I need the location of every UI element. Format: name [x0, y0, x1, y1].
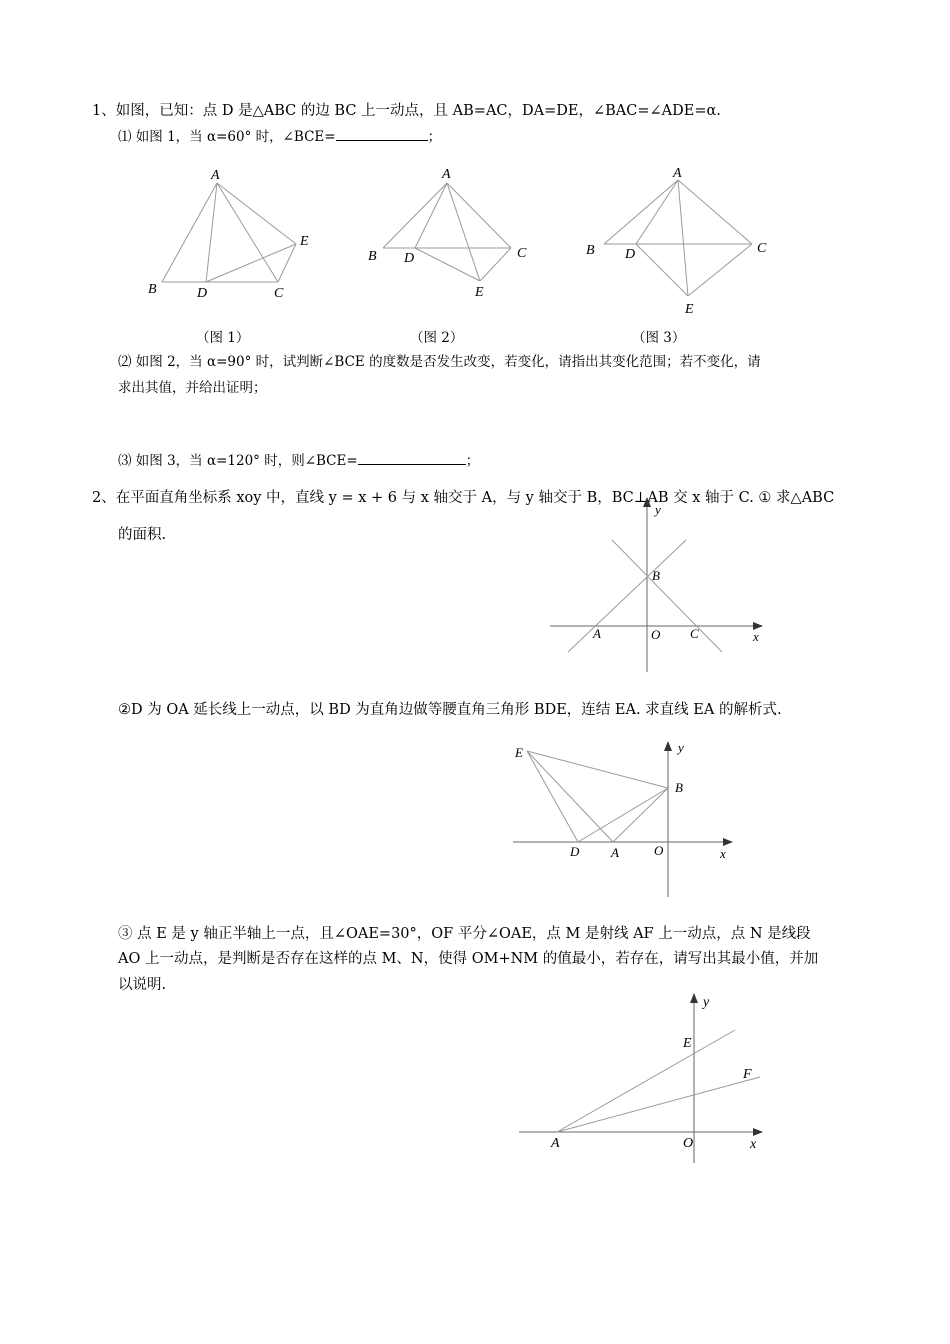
fig3-label-d: D: [625, 247, 636, 262]
fig3-caption: （图 3）: [632, 330, 686, 346]
fig1-caption: （图 1）: [196, 330, 250, 346]
fig6-label-f: F: [743, 1067, 752, 1082]
fig2-segment-ce: [480, 248, 511, 281]
fig1-segment-ac: [217, 183, 278, 282]
fig1-label-b: B: [148, 282, 157, 297]
fig1-segment-ae: [217, 183, 296, 244]
fig2-label-e: E: [475, 285, 484, 300]
fig4-label-o: O: [651, 627, 661, 642]
fig1-segment-de: [206, 244, 296, 282]
fig2-segment-ad: [415, 183, 447, 248]
q1-part2-line1: ⑵ 如图 2，当 α=90° 时，试判断∠BCE 的度数是否发生改变，若变化，请指出其变化范围；若不变化，请: [118, 354, 761, 370]
q1-part1-end: ；: [427, 129, 442, 145]
fig2-label-d: D: [404, 251, 415, 266]
fig2-segment-ab: [383, 183, 447, 248]
fig1-label-d: D: [197, 286, 208, 301]
fig2-label-b: B: [368, 249, 377, 264]
fig3-label-b: B: [586, 243, 595, 258]
fig4-label-y: y: [655, 502, 661, 517]
fig1-segment-ab: [162, 183, 217, 282]
fig6-ray-af: [557, 1077, 760, 1132]
q2-stem-line2: 的面积.: [118, 527, 167, 543]
fig4-label-b: B: [652, 568, 660, 583]
q1-part3-end: ；: [465, 453, 480, 469]
fig3-segment-de: [636, 244, 688, 296]
figure-2: [368, 167, 527, 300]
fig5-segment-eb: [527, 751, 668, 788]
fig5-segment-db: [578, 788, 668, 842]
fig4-label-x: x: [753, 629, 759, 644]
fig5-label-y: y: [678, 740, 684, 755]
fig1-label-e: E: [300, 234, 309, 249]
fig5-label-x: x: [720, 846, 726, 861]
q1-stem: 1、如图，已知：点 D 是△ABC 的边 BC 上一动点，且 AB=AC，DA=DE，∠BAC=∠ADE=α.: [92, 103, 721, 119]
q2-part3-line2: AO 上一动点，是判断是否存在这样的点 M、N，使得 OM+NM 的值最小，若存在，请写出其最小值，并加: [118, 951, 819, 967]
fig4-label-a: A: [593, 626, 601, 641]
fig3-segment-ac: [678, 180, 752, 244]
fig6-label-x: x: [750, 1137, 757, 1152]
fig1-segment-ad: [206, 183, 217, 282]
figure-1: [148, 168, 309, 301]
fig3-label-c: C: [757, 241, 767, 256]
q1-part1-text: ⑴ 如图 1，当 α=60° 时，∠BCE=: [118, 129, 336, 145]
q2-part3-line1: ③ 点 E 是 y 轴正半轴上一点，且∠OAE=30°，OF 平分∠OAE，点 M 是射线 AF 上一动点，点 N 是线段: [118, 926, 811, 942]
fig2-segment-ac: [447, 183, 511, 248]
fig1-label-c: C: [274, 286, 284, 301]
figure-3: [586, 166, 767, 317]
q2-stem-line1: 2、在平面直角坐标系 xoy 中，直线 y = x + 6 与 x 轴交于 A，与 y 轴交于 B，BC⊥AB 交 x 轴于 C. ① 求△ABC: [92, 490, 835, 506]
fig3-segment-ae: [678, 180, 688, 296]
fig6-label-e: E: [683, 1036, 692, 1051]
fig4-label-c: C: [690, 626, 699, 641]
fig1-label-a: A: [211, 168, 220, 183]
figure-5: [513, 740, 732, 897]
fig2-label-a: A: [442, 167, 451, 182]
fig2-label-c: C: [517, 246, 527, 261]
fig4-line-bc: [612, 540, 722, 652]
fig5-label-a: A: [611, 845, 619, 860]
fig5-label-d: D: [570, 844, 580, 859]
figure-4: [550, 498, 762, 672]
fig3-segment-ab: [604, 180, 678, 244]
fig2-caption: （图 2）: [410, 330, 464, 346]
fig1-segment-ce: [278, 244, 296, 282]
fig3-label-a: A: [673, 166, 682, 181]
fig6-ray-ae: [557, 1030, 735, 1132]
figure-6: [519, 994, 762, 1163]
fig6-label-o: O: [683, 1136, 694, 1151]
fig6-label-y: y: [703, 995, 710, 1010]
q2-part2: ②D 为 OA 延长线上一动点，以 BD 为直角边做等腰直角三角形 BDE，连结 EA. 求直线 EA 的解析式.: [118, 702, 782, 718]
q1-part3-text: ⑶ 如图 3，当 α=120° 时，则∠BCE=: [118, 453, 358, 469]
fig3-segment-ad: [636, 180, 678, 244]
fig5-label-e: E: [515, 745, 523, 760]
q1-part2-line2: 求出其值，并给出证明；: [118, 380, 267, 396]
fig3-label-e: E: [685, 302, 694, 317]
fig4-line-ab: [568, 540, 686, 652]
fig5-label-b: B: [675, 780, 683, 795]
fig5-segment-ab: [613, 788, 668, 842]
fig3-segment-ce: [688, 244, 752, 296]
fig6-label-a: A: [551, 1136, 560, 1151]
fig5-label-o: O: [654, 843, 664, 858]
q2-part3-line3: 以说明.: [118, 977, 167, 993]
